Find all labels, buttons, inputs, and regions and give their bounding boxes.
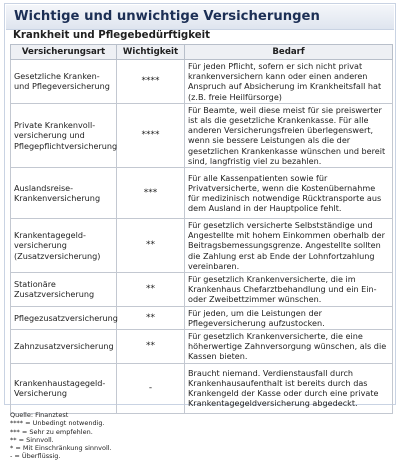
legend-item: **** = Unbedingt notwendig. (10, 419, 105, 428)
column-header-wichtigkeit: Wichtigkeit (117, 45, 185, 60)
row-wichtigkeit: ** (117, 219, 185, 273)
title-bar (6, 5, 394, 30)
row-bedarf: Für jeden, um die Leistungen der Pflegeversicherung aufzustocken. (185, 306, 393, 329)
page-title: Wichtige und unwichtige Versicherungen (14, 9, 320, 24)
table-row (11, 330, 393, 364)
row-versicherungsart: Auslandsreise-Krankenversicherung (11, 168, 117, 219)
row-versicherungsart: Private Krankenvoll-versicherung und Pflegepflichtversicherung (11, 103, 117, 167)
legend-item: - = Überflüssig. (10, 452, 61, 461)
row-wichtigkeit: **** (117, 60, 185, 104)
legend-source: Quelle: Finanztest (10, 411, 69, 419)
row-wichtigkeit: *** (117, 168, 185, 219)
row-wichtigkeit: ** (117, 330, 185, 364)
legend (10, 411, 112, 461)
table-row (11, 306, 393, 329)
section-subtitle: Krankheit und Pflegebedürftigkeit (13, 30, 210, 41)
row-wichtigkeit: ** (117, 306, 185, 329)
row-versicherungsart: Stationäre Zusatzversicherung (11, 273, 117, 307)
table-row (11, 273, 393, 307)
row-bedarf: Für gesetzlich versicherte Selbstständige und Angestellte mit hohem Einkommen oberhalb der Beitragsbemessungsgrenze. Angestellte sollten die Zahlung erst ab Ende der Lohnfortzahlung vereinbaren. (185, 219, 393, 273)
row-bedarf: Für gesetzlich Krankenversicherte, die eine höherwertige Zahnversorgung wünschen, als die Kassen bieten. (185, 330, 393, 364)
row-versicherungsart: Gesetzliche Kranken- und Pflegeversicherung (11, 60, 117, 104)
legend-item: * = Mit Einschränkung sinnvoll. (10, 444, 112, 453)
row-wichtigkeit: - (117, 363, 185, 413)
insurance-panel (4, 3, 396, 409)
legend-item: ** = Sinnvoll. (10, 435, 54, 444)
row-bedarf: Für jeden Pflicht, sofern er sich nicht privat krankenversichern kann oder einen anderen Anspruch auf Absicherung im Krankheitsfall hat (z.B. freie Heilfürsorge) (185, 60, 393, 104)
table-row (11, 363, 393, 413)
legend-item: *** = Sehr zu empfehlen. (10, 427, 93, 436)
row-wichtigkeit: **** (117, 103, 185, 167)
table-row (11, 60, 393, 104)
row-bedarf: Für alle Kassenpatienten sowie für Privatversicherte, wenn die Kostenübernahme für medizinisch notwendige Rücktransporte aus dem Ausland in der Hauptpolice fehlt. (185, 168, 393, 219)
row-bedarf: Für Beamte, weil diese meist für sie preiswerter ist als die gesetzliche Krankenkasse. Für alle anderen Versicherungsfreien überlegenswert, wenn sie bessere Leistungen als die der gesetzlichen Krankenkasse wünschen und bereit sind, langfristig viel zu bezahlen. (185, 103, 393, 167)
table-header-row (11, 45, 393, 60)
table-row (11, 103, 393, 167)
table-row (11, 168, 393, 219)
row-versicherungsart: Krankentagegeld-versicherung (Zusatzversicherung) (11, 219, 117, 273)
row-versicherungsart: Zahnzusatzversicherung (11, 330, 117, 364)
table-row (11, 219, 393, 273)
row-versicherungsart: Krankenhaustagegeld-Versicherung (11, 363, 117, 413)
row-versicherungsart: Pflegezusatzversicherung (11, 306, 117, 329)
row-bedarf: Für gesetzlich Krankenversicherte, die im Krankenhaus Chefarztbehandlung und ein Ein- oder Zweibettzimmer wünschen. (185, 273, 393, 307)
row-wichtigkeit: ** (117, 273, 185, 307)
column-header-versicherungsart: Versicherungsart (11, 45, 117, 60)
column-header-bedarf: Bedarf (185, 45, 393, 60)
row-bedarf: Braucht niemand. Verdienstausfall durch Krankenhausaufenthalt ist bereits durch das Krankengeld der Kasse oder durch eine private Krankentagegeldversicherung abgedeckt. (185, 363, 393, 413)
insurance-table (10, 44, 393, 414)
